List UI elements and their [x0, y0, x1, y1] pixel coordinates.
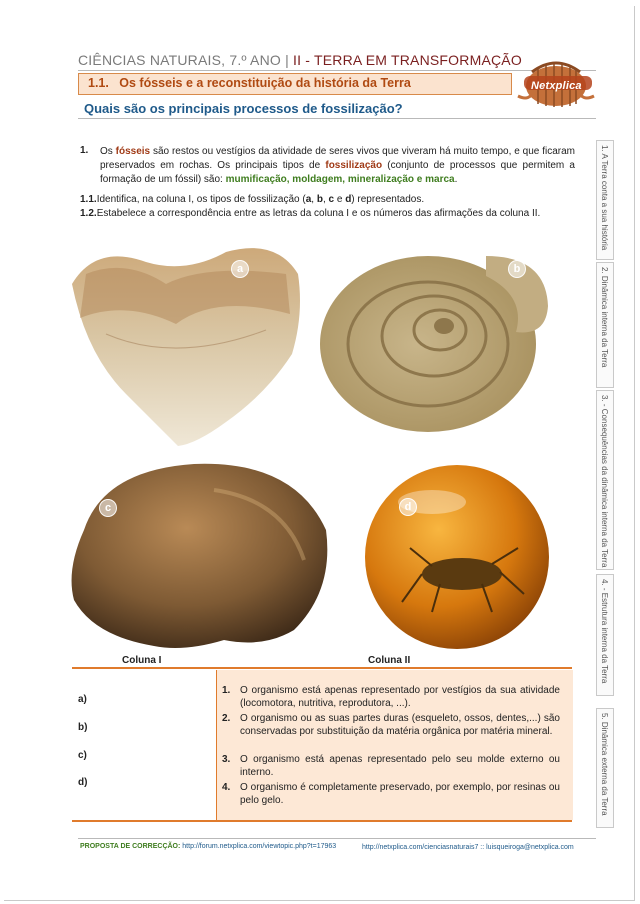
section-title: 1.1. Os fósseis e a reconstituição da história da Terra: [88, 76, 411, 90]
letter-b: b: [316, 194, 323, 205]
tab-dinamica-interna[interactable]: [596, 262, 614, 388]
question-text: Identifica, na coluna I, os tipos de fossilização (: [96, 194, 306, 205]
image-label-a: a: [231, 260, 249, 278]
statement-text: O organismo está apenas representado por vestígios da sua atividade (locomotora, nutritiva, reprodutora, ...).: [240, 685, 560, 709]
footer-contact[interactable]: http://netxplica.com/cienciasnaturais7 :: luisqueiroga@netxplica.com: [362, 844, 574, 851]
answer-letter-c: c): [78, 750, 87, 761]
intro-text: Os: [100, 146, 116, 157]
table-bottom-border: [72, 820, 572, 822]
statement-text: O organismo ou as suas partes duras (esqueleto, ossos, dentes,...) são conservadas por substituição da matéria orgânica por matéria mineral.: [240, 713, 560, 737]
intro-text: (conjunto de processos que permitem a formação de um fóssil) são:: [100, 160, 575, 185]
term-fossilizacao: fossilização: [325, 160, 383, 171]
statement-text: O organismo está apenas representado pelo seu molde externo ou interno.: [240, 754, 560, 778]
image-label-b: b: [508, 260, 526, 278]
insect-in-amber-icon: [362, 462, 552, 652]
statement-4: [222, 781, 560, 807]
answer-letter-a: a): [78, 694, 87, 705]
logo-text: Netxplica: [531, 80, 582, 92]
header-separator: |: [280, 52, 294, 68]
tab-label: 5. Dinâmica externa da Terra: [600, 713, 609, 816]
question-number: 1.1.: [80, 194, 97, 205]
answer-letter-d: d): [78, 777, 88, 788]
exercise-intro: [100, 145, 575, 187]
header-title: [78, 52, 522, 68]
exercise-number: 1.: [80, 145, 89, 156]
term-fosseis: fósseis: [115, 146, 151, 157]
footer-label: PROPOSTA DE CORRECÇÃO:: [80, 843, 181, 850]
question-1-1: [80, 194, 424, 205]
question-text: ,: [311, 194, 317, 205]
image-label-d: d: [399, 498, 417, 516]
statement-number: 4.: [222, 782, 231, 793]
image-label-c: c: [99, 499, 117, 517]
footer-divider: [78, 838, 596, 839]
tab-label: 4. - Estrutura interna da Terra: [600, 579, 609, 684]
column-2-header: Coluna II: [368, 655, 411, 666]
statement-2: [222, 712, 560, 738]
unit-title: II - TERRA EM TRANSFORMAÇÃO: [293, 52, 522, 68]
intro-text: .: [454, 174, 458, 185]
letter-a: a: [305, 194, 312, 205]
tab-label: 2. Dinâmica interna da Terra: [600, 267, 609, 368]
intro-text: são restos ou vestígios da atividade de seres vivos que viveram há muito tempo, e que ficaram preservados em rochas. Os principais tipos de: [100, 146, 575, 171]
letter-c: c: [328, 194, 335, 205]
tab-estrutura-interna[interactable]: [596, 574, 614, 696]
question-text: Estabelece a correspondência entre as letras da coluna I e os números das afirmações da coluna II.: [96, 208, 541, 219]
question-divider: [78, 118, 596, 119]
tab-dinamica-externa[interactable]: [596, 708, 614, 828]
table-top-border: [72, 667, 572, 669]
shark-tooth-fossil-icon: [66, 244, 306, 450]
tab-label: 3. - Consequências da dinâmica interna da Terra: [600, 395, 609, 568]
term-types: mumificação, moldagem, mineralização e marca: [225, 174, 455, 185]
statement-number: 1.: [222, 685, 231, 696]
question-1-2: [80, 208, 540, 219]
dinosaur-egg-fossil-icon: [64, 460, 334, 652]
tab-label: 1. A Terra conta a sua história: [600, 145, 609, 251]
question-text: e: [334, 194, 346, 205]
statement-text: O organismo é completamente preservado, por exemplo, por resinas ou pelo gelo.: [240, 782, 560, 806]
footer-correction-link[interactable]: [80, 843, 336, 850]
subject: CIÊNCIAS NATURAIS, 7.º ANO: [78, 52, 281, 68]
statement-number: 3.: [222, 754, 231, 765]
tab-consequencias[interactable]: [596, 390, 614, 570]
question-title: Quais são os principais processos de fossilização?: [84, 101, 403, 116]
statement-3: [222, 753, 560, 779]
answer-letter-b: b): [78, 722, 88, 733]
column-1-header: Coluna I: [122, 655, 162, 666]
statement-number: 2.: [222, 713, 231, 724]
question-text: ,: [322, 194, 329, 205]
question-text: ) representados.: [351, 194, 425, 205]
tab-terra-conta-historia[interactable]: [596, 140, 614, 260]
question-number: 1.2.: [80, 208, 97, 219]
statement-1: [222, 684, 560, 710]
letter-d: d: [345, 194, 352, 205]
footer-url: http://forum.netxplica.com/viewtopic.php?t=17963: [180, 843, 337, 850]
